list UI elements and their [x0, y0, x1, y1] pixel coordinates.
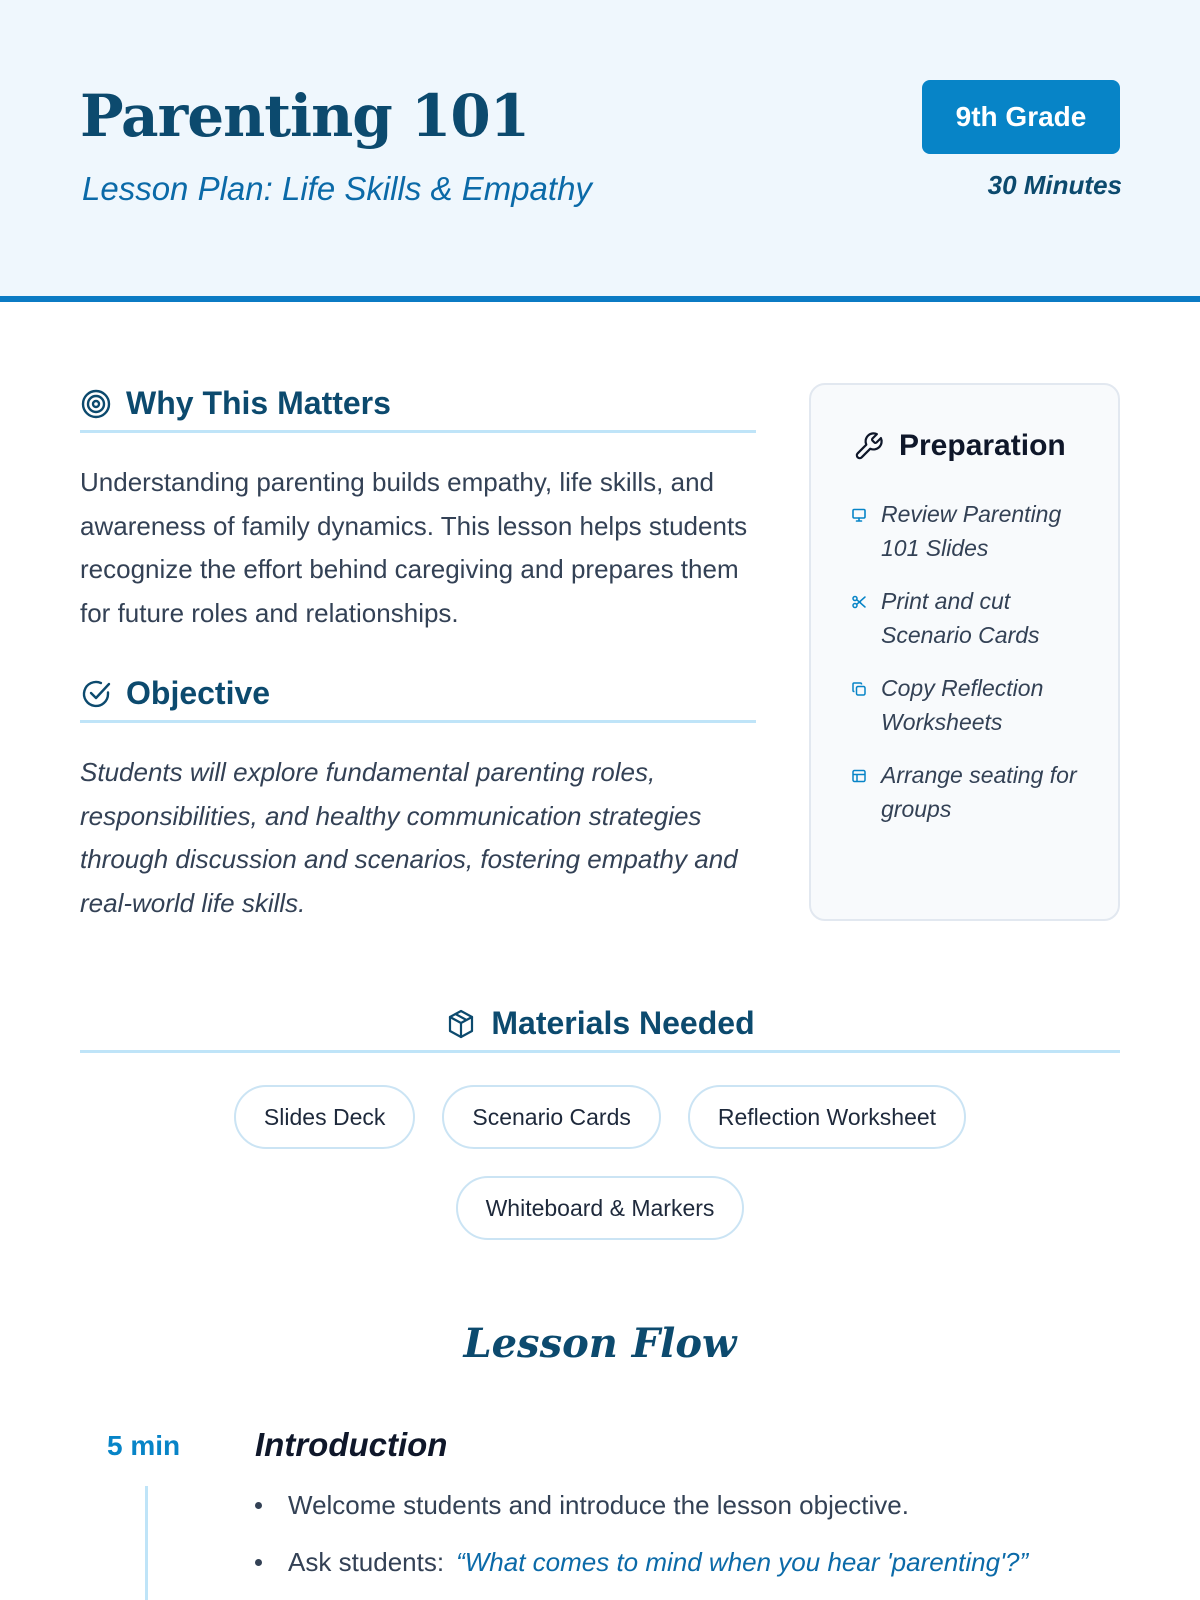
material-pill: Whiteboard & Markers [456, 1176, 745, 1240]
lesson-header [0, 0, 1200, 302]
bullet-dot [255, 1502, 262, 1509]
page-title: Parenting 101 [80, 82, 530, 150]
preparation-card [809, 383, 1120, 921]
materials-list [80, 1085, 1120, 1240]
material-pill: Slides Deck [234, 1085, 415, 1149]
scissors-icon [851, 594, 867, 610]
preparation-list [851, 497, 1101, 845]
objective-body-text: Students will explore fundamental parenting roles, responsibilities, and healthy communication strategies through discussion and scenarios, fostering empathy and real-world life skills. [80, 757, 738, 918]
materials-section-heading [80, 1005, 1120, 1053]
timeline-line [145, 1486, 148, 1600]
preparation-item-label: Print and cut Scenario Cards [881, 588, 1040, 648]
why-body-text: Understanding parenting builds empathy, life skills, and awareness of family dynamics. This lesson helps students recognize the effort behind caregiving and prepares them for future roles and relationships. [80, 467, 748, 628]
package-icon [445, 1008, 477, 1040]
preparation-heading-text: Preparation [899, 429, 1066, 462]
step-bullet-text: Welcome students and introduce the lesson objective. [288, 1490, 909, 1520]
material-pill: Scenario Cards [442, 1085, 661, 1149]
step-title: Introduction [255, 1426, 448, 1463]
grade-badge: 9th Grade [922, 80, 1120, 154]
preparation-item [851, 758, 1101, 826]
step-time: 5 min [107, 1430, 181, 1461]
table-icon [851, 768, 867, 784]
lesson-flow-heading: Lesson Flow [463, 1320, 737, 1367]
step-bullet-list [255, 1485, 1135, 1599]
monitor-icon [851, 507, 867, 523]
why-section-heading [80, 385, 756, 433]
preparation-item [851, 671, 1101, 739]
page-subtitle: Lesson Plan: Life Skills & Empathy [82, 170, 592, 207]
step-bullet-quote: “What comes to mind when you hear 'parenting'?” [456, 1547, 1029, 1577]
objective-heading-text: Objective [126, 675, 271, 711]
material-pill: Reflection Worksheet [688, 1085, 966, 1149]
step-bullet [255, 1542, 1135, 1582]
copy-icon [851, 681, 867, 697]
step-bullet [255, 1485, 1135, 1525]
preparation-item [851, 584, 1101, 652]
preparation-item [851, 497, 1101, 565]
preparation-item-label: Arrange seating for groups [881, 762, 1077, 822]
step-bullet-text: Ask students: [288, 1547, 445, 1577]
preparation-item-label: Review Parenting 101 Slides [881, 501, 1062, 561]
why-heading-text: Why This Matters [126, 385, 391, 421]
bullet-dot [255, 1559, 262, 1566]
preparation-item-label: Copy Reflection Worksheets [881, 675, 1044, 735]
preparation-heading [853, 429, 1066, 463]
objective-section-heading [80, 675, 756, 723]
target-icon [80, 388, 112, 420]
duration-label: 30 Minutes [987, 170, 1122, 200]
wrench-icon [853, 430, 885, 462]
materials-heading-text: Materials Needed [491, 1005, 755, 1041]
check-circle-icon [80, 678, 112, 710]
